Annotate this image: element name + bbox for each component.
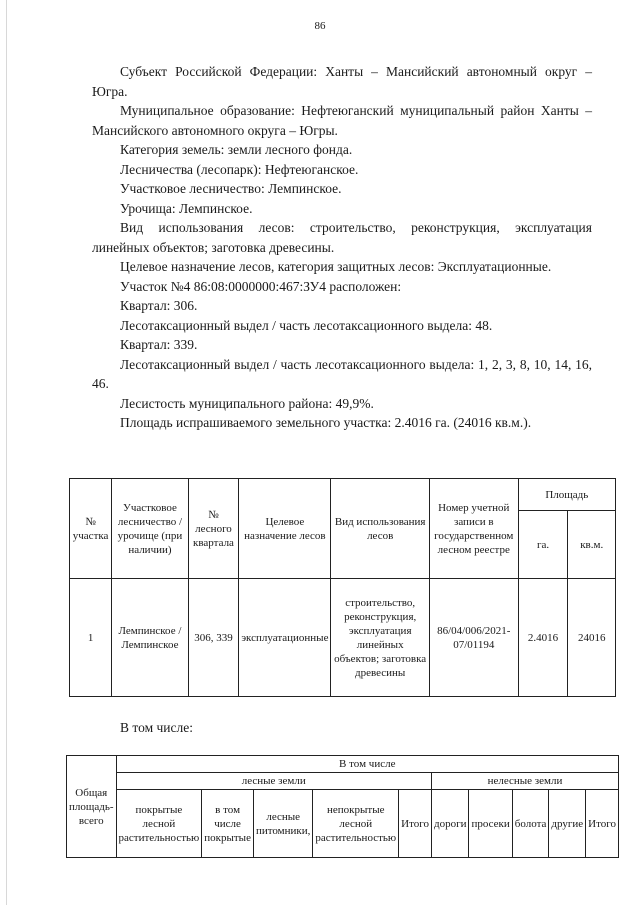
table-header-row — [67, 756, 619, 773]
paragraph-forest-use: Вид использования лесов: строительство, реконструкция, эксплуатация линейных объектов; заготовка древесины. — [92, 220, 592, 255]
cell-use: строительство, реконструкция, эксплуатация линейных объектов; заготовка древесины — [331, 579, 429, 697]
cell-sqm: 24016 — [568, 579, 616, 697]
subheading-including: В том числе: — [120, 720, 193, 735]
paragraph-tract: Урочища: Лемпинское. — [120, 200, 253, 216]
header-use: Вид использования лесов — [331, 479, 429, 579]
header-total-nonforest: Итого — [586, 790, 619, 858]
paragraph-municipality: Муниципальное образование: Нефтеюганский муниципальный район Ханты – Мансийского автономного округа – Югры. — [92, 103, 592, 138]
paragraph-quarter-2: Квартал: 339. — [120, 337, 198, 352]
header-swamps: болота — [512, 790, 549, 858]
table-header-row — [70, 479, 616, 511]
land-breakdown-table — [66, 755, 619, 858]
header-covered: покрытые лесной растительностью — [116, 790, 202, 858]
header-area: Площадь — [518, 479, 615, 511]
paragraph-quarter-1: Квартал: 306. — [120, 298, 198, 313]
paragraph-area: Площадь испрашиваемого земельного участка: 2.4016 га. (24016 кв.м.). — [120, 415, 532, 430]
scan-edge-line — [6, 0, 7, 905]
header-quarter: № лесного квартала — [188, 479, 239, 579]
header-clearings: просеки — [469, 790, 512, 858]
cell-record: 86/04/006/2021-07/01194 — [429, 579, 518, 697]
header-nurseries: лесные питомники, — [253, 790, 312, 858]
header-nonforest-lands: нелесные земли — [431, 773, 618, 790]
header-num: № участка — [70, 479, 112, 579]
table-row — [70, 579, 616, 697]
header-forest-lands: лесные земли — [116, 773, 431, 790]
paragraph-forestry: Лесничества (лесопарк): Нефтеюганское. — [120, 161, 359, 177]
paragraph-allotment-2: Лесотаксационный выдел / часть лесотаксационного выдела: 1, 2, 3, 8, 10, 14, 16, 46. — [92, 356, 592, 391]
cell-forestry: Лемпинское / Лемпинское — [112, 579, 188, 697]
header-purpose: Целевое назначение лесов — [239, 479, 331, 579]
header-forestry: Участковое лесничество / урочище (при наличии) — [112, 479, 188, 579]
header-total-area: Общая площадь-всего — [67, 756, 117, 858]
paragraph-purpose: Целевое назначение лесов, категория защитных лесов: Эксплуатационные. — [120, 259, 552, 274]
cell-quarter: 306, 339 — [188, 579, 239, 697]
table-header-row — [67, 773, 619, 790]
paragraph-subject: Субъект Российской Федерации: Ханты – Мансийский автономный округ – Югра. — [92, 64, 592, 99]
header-total-forest: Итого — [399, 790, 432, 858]
header-record: Номер учетной записи в государственном лесном реестре — [429, 479, 518, 579]
page-number: 86 — [314, 20, 326, 32]
header-ha: га. — [518, 511, 568, 579]
paragraph-plot: Участок №4 86:08:0000000:467:ЗУ4 расположен: — [120, 278, 402, 294]
header-sqm: кв.м. — [568, 511, 616, 579]
cell-ha: 2.4016 — [518, 579, 568, 697]
paragraph-district-forestry: Участковое лесничество: Лемпинское. — [120, 181, 342, 196]
paragraph-land-category: Категория земель: земли лесного фонда. — [120, 142, 353, 157]
header-including: В том числе — [116, 756, 618, 773]
table-header-row — [67, 790, 619, 858]
header-roads: дороги — [431, 790, 469, 858]
header-uncovered: непокрытые лесной растительностью — [313, 790, 399, 858]
header-incl-crops: в том числе покрытые — [202, 790, 254, 858]
document-body — [92, 62, 592, 433]
paragraph-allotment-1: Лесотаксационный выдел / часть лесотаксационного выдела: 48. — [120, 317, 493, 333]
plot-table — [69, 478, 616, 697]
cell-purpose: эксплуатационные — [239, 579, 331, 697]
cell-num: 1 — [70, 579, 112, 697]
paragraph-forest-cover: Лесистость муниципального района: 49,9%. — [120, 395, 374, 411]
header-other: другие — [549, 790, 586, 858]
